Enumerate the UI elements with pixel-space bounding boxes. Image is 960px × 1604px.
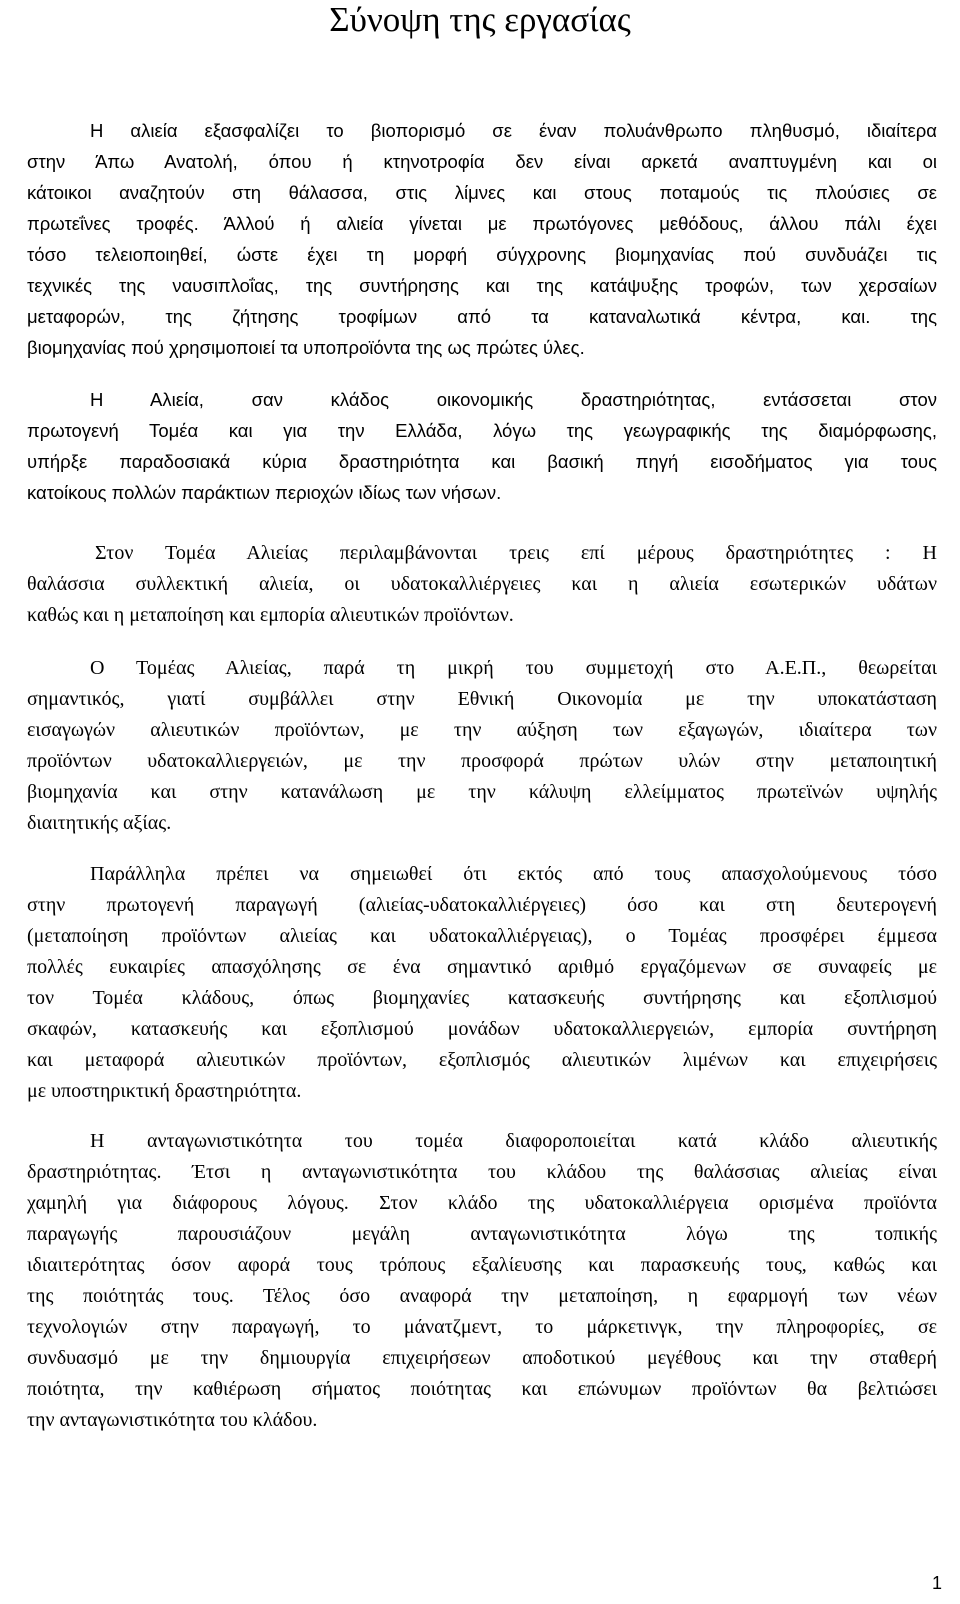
- text-line: παραγωγής παρουσιάζουν μεγάλη ανταγωνιστικότητα λόγω της τοπικής: [27, 1223, 937, 1245]
- text-line: και μεταφορά αλιευτικών προϊόντων, εξοπλισμός αλιευτικών λιμένων και επιχειρήσεις: [27, 1049, 937, 1071]
- text-line: υπήρξε παραδοσιακά κύρια δραστηριότητα και βασική πηγή εισοδήματος για τους: [27, 451, 937, 472]
- text-line: διαιτητικής αξίας.: [27, 812, 172, 834]
- text-line: μεταφορών, της ζήτησης τροφίμων από τα καταναλωτικά κέντρα, και. της: [27, 306, 937, 327]
- text-line: τον Τομέα κλάδους, όπως βιομηχανίες κατασκευής συντήρησης και εξοπλισμού: [27, 987, 937, 1009]
- text-line: εισαγωγών αλιευτικών προϊόντων, με την αύξηση των εξαγωγών, ιδιαίτερα των: [27, 719, 937, 741]
- text-line: καθώς και η μεταποίηση και εμπορία αλιευτικών προϊόντων.: [27, 604, 514, 626]
- text-line: (μεταποίηση προϊόντων αλιείας και υδατοκαλλιέργειας), ο Τομέας προσφέρει έμμεσα: [27, 925, 937, 947]
- text-line: τεχνολογιών στην παραγωγή, το μάνατζμεντ, το μάρκετινγκ, την πληροφορίες, σε: [27, 1316, 937, 1338]
- text-line: βιομηχανίας πού χρησιμοποιεί τα υποπροϊόντα της ως πρώτες ύλες.: [27, 337, 585, 358]
- page-title: Σύνοψη της εργασίας: [329, 0, 631, 39]
- text-line: κατοίκους πολλών παράκτιων περιοχών ιδίως των νήσων.: [27, 482, 502, 503]
- text-line: τεχνικές της ναυσιπλοΐας, της συντήρησης και της κατάψυξης τροφών, των χερσαίων: [27, 275, 937, 296]
- text-line: την ανταγωνιστικότητα του κλάδου.: [27, 1409, 318, 1431]
- text-line: κάτοικοι αναζητούν στη θάλασσα, στις λίμνες και στους ποταμούς τις πλούσιες σε: [27, 182, 937, 203]
- paragraph: [0, 384, 960, 508]
- paragraph: [0, 1126, 960, 1436]
- text-line: στην Άπω Ανατολή, όπου ή κτηνοτροφία δεν είναι αρκετά αναπτυγμένη και οι: [27, 151, 937, 172]
- text-line: χαμηλή για διάφορους λόγους. Στον κλάδο της υδατοκαλλιέργεια ορισμένα προϊόντα: [27, 1192, 937, 1214]
- text-line: συνδυασμό με την δημιουργία επιχειρήσεων αποδοτικού μεγέθους και την σταθερή: [27, 1347, 937, 1369]
- text-line: προϊόντων υδατοκαλλιεργειών, με την προσφορά πρώτων υλών στην μεταποιητική: [27, 750, 937, 772]
- text-line: πρωτεΐνες τροφές. Άλλού ή αλιεία γίνεται με πρωτόγονες μεθόδους, άλλου πάλι έχει: [27, 213, 937, 234]
- text-line: βιομηχανία και στην κατανάλωση με την κάλυψη ελλείμματος πρωτεϊνών υψηλής: [27, 781, 937, 803]
- text-line: σημαντικός, γιατί συμβάλλει στην Εθνική Οικονομία με την υποκατάσταση: [27, 688, 937, 710]
- page-number: 1: [931, 1573, 942, 1593]
- text-line: στην πρωτογενή παραγωγή (αλιείας-υδατοκαλλιέργειες) όσο και στη δευτερογενή: [27, 894, 937, 916]
- paragraph: [0, 115, 960, 363]
- text-line: πρωτογενή Τομέα και για την Ελλάδα, λόγω της γεωγραφικής της διαμόρφωσης,: [27, 420, 937, 441]
- paragraph: [0, 653, 960, 839]
- text-line: θαλάσσια συλλεκτική αλιεία, οι υδατοκαλλιέργειες και η αλιεία εσωτερικών υδάτων: [27, 573, 937, 595]
- text-line: με υποστηρικτική δραστηριότητα.: [27, 1080, 302, 1102]
- text-line: Η ανταγωνιστικότητα του τομέα διαφοροποιείται κατά κλάδο αλιευτικής: [90, 1130, 937, 1152]
- text-line: πολλές ευκαιρίες απασχόλησης σε ένα σημαντικό αριθμό εργαζόμενων σε συναφείς με: [27, 956, 937, 978]
- text-line: ιδιαιτερότητας όσον αφορά τους τρόπους εξαλίευσης και παρασκευής τους, καθώς και: [27, 1254, 937, 1276]
- text-line: δραστηριότητας. Έτσι η ανταγωνιστικότητα του κλάδου της θαλάσσιας αλιείας είναι: [27, 1161, 937, 1183]
- paragraph: [0, 538, 960, 631]
- text-line: Η αλιεία εξασφαλίζει το βιοπορισμό σε έναν πολυάνθρωπο πληθυσμό, ιδιαίτερα: [90, 120, 937, 141]
- text-line: τόσο τελειοποιηθεί, ώστε έχει τη μορφή σύγχρονης βιομηχανίας πού συνδυάζει τις: [27, 244, 937, 265]
- text-line: Ο Τομέας Αλιείας, παρά τη μικρή του συμμετοχή στο Α.Ε.Π., θεωρείται: [90, 657, 937, 679]
- text-line: Η Αλιεία, σαν κλάδος οικονομικής δραστηριότητας, εντάσσεται στον: [90, 389, 937, 410]
- paragraph: [0, 859, 960, 1107]
- text-line: Στον Τομέα Αλιείας περιλαμβάνονται τρεις επί μέρους δραστηριότητες : Η: [95, 542, 937, 564]
- text-line: Παράλληλα πρέπει να σημειωθεί ότι εκτός από τους απασχολούμενους τόσο: [90, 863, 937, 885]
- text-line: ποιότητα, την καθιέρωση σήματος ποιότητας και επώνυμων προϊόντων θα βελτιώσει: [27, 1378, 937, 1400]
- text-line: σκαφών, κατασκευής και εξοπλισμού μονάδων υδατοκαλλιεργειών, εμπορία συντήρηση: [27, 1018, 937, 1040]
- text-line: της ποιότητάς τους. Τέλος όσο αναφορά την μεταποίηση, η εφαρμογή των νέων: [27, 1285, 937, 1307]
